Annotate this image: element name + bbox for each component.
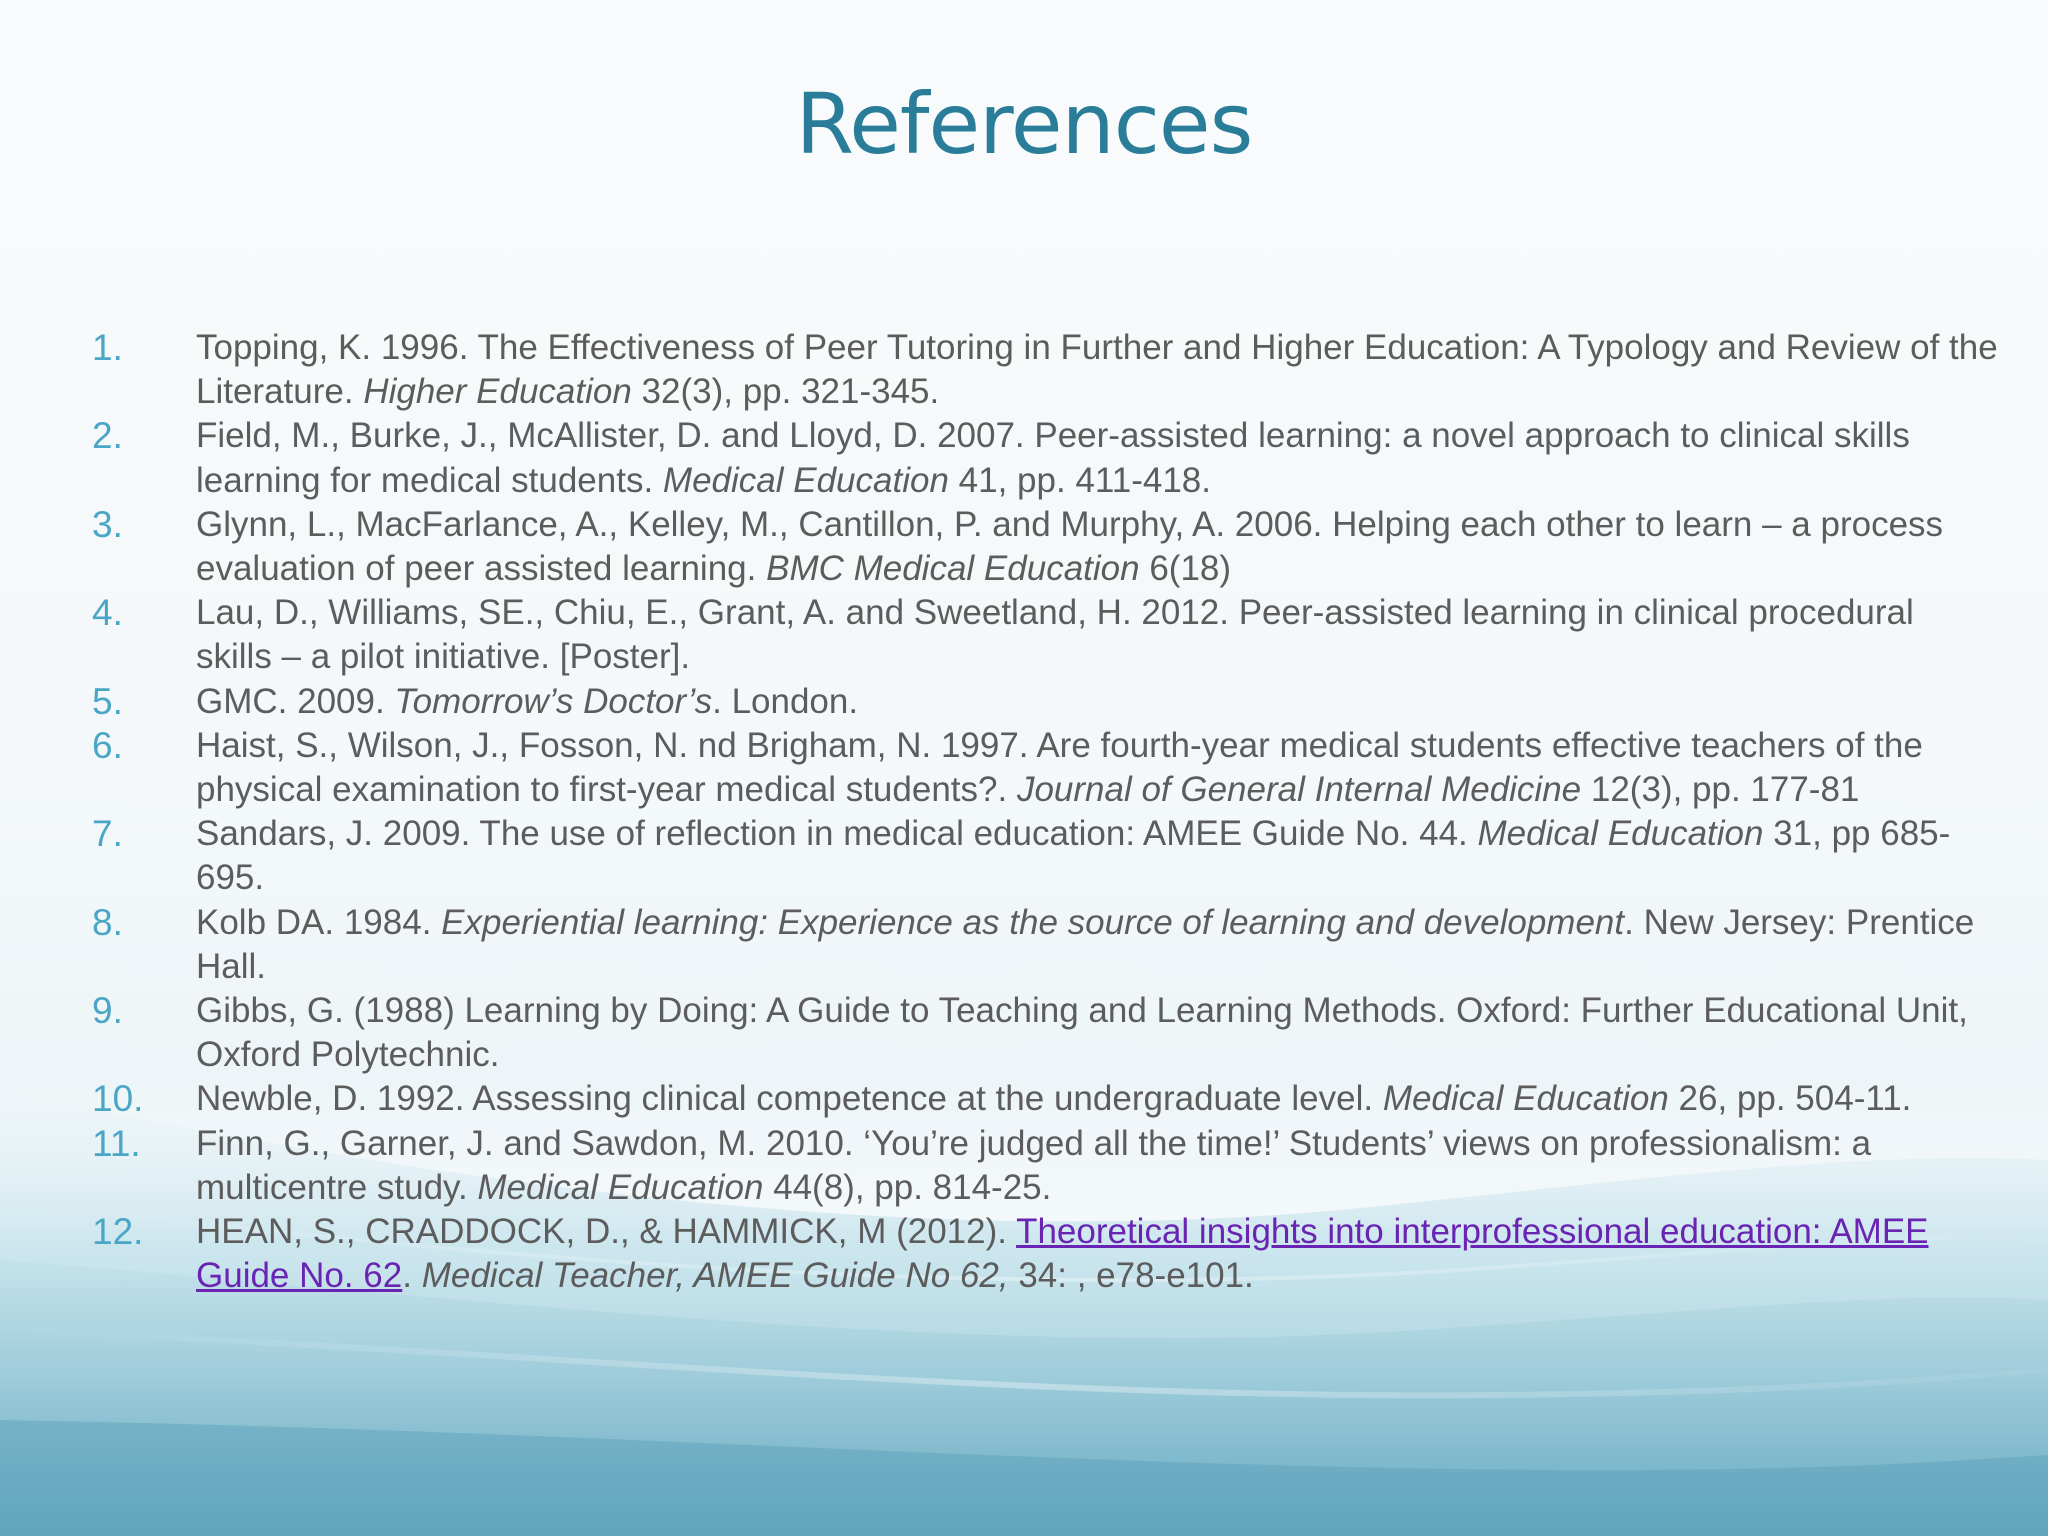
reference-text-segment: Finn, G., Garner, J. and Sawdon, M. 2010. ‘You’re judged all the time!’ Students’ views on professionalism: a multicentre study. [196, 1123, 1872, 1207]
reference-text-segment: HEAN, S., CRADDOCK, D., & HAMMICK, M (2012). [196, 1212, 1017, 1252]
reference-text-segment: Sandars, J. 2009. The use of reflection in medical education: AMEE Guide No. 44. [196, 814, 1478, 854]
reference-text-segment: GMC. 2009. [196, 681, 395, 721]
reference-item [0, 1077, 2048, 1121]
reference-text-segment: Kolb DA. 1984. [196, 902, 442, 942]
reference-item [0, 326, 2048, 414]
reference-text [196, 1124, 1871, 1207]
reference-text-segment: 44(8), pp. 814-25. [763, 1167, 1052, 1207]
reference-text [196, 991, 1968, 1074]
reference-item [0, 812, 2048, 900]
reference-item [0, 503, 2048, 591]
reference-text [196, 903, 1974, 986]
reference-number: 12. [92, 1211, 144, 1253]
reference-item [0, 414, 2048, 502]
reference-text-segment: Newble, D. 1992. Assessing clinical competence at the undergraduate level. [196, 1079, 1383, 1119]
reference-number: 9. [92, 990, 123, 1032]
reference-number: 10. [92, 1078, 144, 1120]
reference-italic-text: Journal of General Internal Medicine [1016, 770, 1582, 810]
reference-text [196, 505, 1943, 588]
reference-text-segment: Topping, K. 1996. The Effectiveness of Peer Tutoring in Further and Higher Education: A Typology and Review of the Literature. [196, 328, 1998, 412]
reference-text-segment: . New Jersey: Prentice Hall. [196, 902, 1975, 986]
reference-item [0, 680, 2048, 724]
reference-link[interactable]: Theoretical insights into interprofessional education: AMEE Guide No. 62 [196, 1212, 1929, 1296]
reference-text-segment: Gibbs, G. (1988) Learning by Doing: A Guide to Teaching and Learning Methods. Oxford: Further Educational Unit, Oxford Polytechnic. [196, 991, 1968, 1075]
reference-text-segment: 12(3), pp. 177-81 [1581, 770, 1860, 810]
reference-number: 11. [92, 1122, 141, 1164]
reference-italic-text: Tomorrow’s Doctor’s [394, 681, 713, 721]
reference-italic-text: Experiential learning: Experience as the source of learning and development [441, 902, 1625, 942]
reference-number: 8. [92, 901, 123, 943]
reference-text-segment: . [402, 1256, 422, 1296]
reference-number: 3. [92, 503, 123, 545]
reference-number: 5. [92, 680, 123, 722]
reference-item [0, 1122, 2048, 1210]
reference-number: 4. [92, 592, 123, 634]
reference-italic-text: Medical Education [1477, 814, 1764, 854]
reference-text [196, 726, 1923, 809]
reference-number: 7. [92, 813, 123, 855]
reference-text-segment: 6(18) [1139, 549, 1232, 589]
reference-text-segment: Haist, S., Wilson, J., Fosson, N. nd Brigham, N. 1997. Are fourth-year medical students effective teachers of the physical examination to first-year medical students?. [196, 725, 1923, 810]
reference-text [196, 328, 1998, 411]
reference-italic-text: Higher Education [363, 372, 632, 412]
reference-italic-text: BMC Medical Education [766, 549, 1140, 589]
reference-text [196, 593, 1914, 676]
slide-title: References [795, 75, 1253, 173]
reference-text-segment: 31, pp 685-695. [196, 814, 1951, 898]
reference-list [0, 326, 2048, 1298]
reference-item [0, 989, 2048, 1077]
reference-number: 2. [92, 415, 123, 457]
reference-text-segment: 26, pp. 504-11. [1668, 1079, 1912, 1119]
reference-text-segment: Lau, D., Williams, SE., Chiu, E., Grant, A. and Sweetland, H. 2012. Peer-assisted learning in clinical procedural skills – a pilot initiative. [Poster]. [196, 593, 1914, 677]
reference-text-segment: 41, pp. 411-418. [948, 460, 1211, 500]
reference-text [196, 1212, 1929, 1295]
reference-text-segment: 32(3), pp. 321-345. [631, 372, 940, 412]
reference-item [0, 591, 2048, 679]
reference-text-segment: Glynn, L., MacFarlance, A., Kelley, M., Cantillon, P. and Murphy, A. 2006. Helping each other to learn – a process evaluation of peer assisted learning. [196, 504, 1944, 589]
reference-italic-text: Medical Teacher, AMEE Guide No 62, [421, 1256, 1009, 1296]
reference-number: 1. [92, 327, 123, 368]
reference-text [196, 416, 1910, 499]
reference-text [196, 1079, 1911, 1118]
reference-italic-text: Medical Education [662, 460, 949, 500]
reference-text-segment: Field, M., Burke, J., McAllister, D. and Lloyd, D. 2007. Peer-assisted learning: a novel approach to clinical skills learning for medical students. [196, 416, 1910, 500]
reference-italic-text: Medical Education [477, 1167, 764, 1207]
reference-item [0, 1210, 2048, 1298]
reference-number: 6. [92, 724, 123, 766]
reference-item [0, 724, 2048, 812]
reference-text [196, 682, 858, 721]
reference-text-segment: . London. [712, 681, 859, 721]
reference-text-segment: 34: , e78-e101. [1008, 1256, 1254, 1296]
reference-item [0, 901, 2048, 989]
reference-italic-text: Medical Education [1382, 1079, 1669, 1119]
reference-text [196, 814, 1950, 897]
